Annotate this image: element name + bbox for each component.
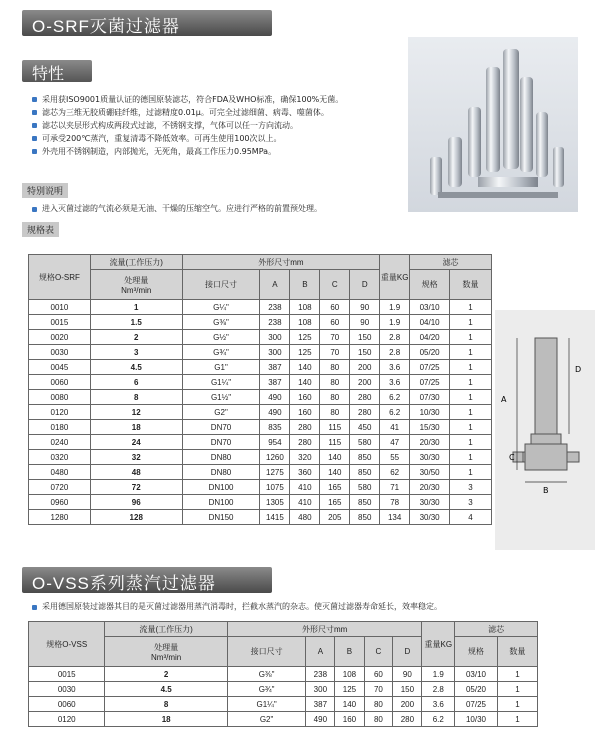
vss-title: O-VSS系列蒸汽过滤器 [32,574,216,593]
table-cell: 835 [260,420,290,435]
table-cell: 165 [320,480,350,495]
product-photo [408,37,578,212]
table-row [29,420,492,435]
table-cell: 60 [320,300,350,315]
table-cell: 0060 [29,697,105,712]
vss-spec-table [28,621,538,727]
table-cell: 360 [290,465,320,480]
table-cell: 3 [450,480,492,495]
col-weight: 重量KG [380,255,410,300]
col-model: 规格O-SRF [29,255,91,300]
table-cell: 47 [380,435,410,450]
col-dims: 外形尺寸mm [182,255,380,270]
col-a: A [260,270,290,300]
table-cell: 0030 [29,682,105,697]
table-cell: 200 [350,375,380,390]
bullet-icon [32,110,37,115]
diagram-label-a: A [501,395,507,404]
table-row [29,345,492,360]
table-cell: 71 [380,480,410,495]
table-cell: 78 [380,495,410,510]
table-cell: 90 [350,315,380,330]
table-cell: 3.6 [380,360,410,375]
table-cell: 108 [335,667,364,682]
table-cell: 0240 [29,435,91,450]
table-cell: 2.8 [422,682,455,697]
table-cell: DN150 [182,510,260,525]
table-cell: 125 [290,345,320,360]
table-cell: 280 [290,420,320,435]
table-cell: 387 [306,697,335,712]
table-cell: 1.9 [422,667,455,682]
table-cell: 07/25 [410,375,450,390]
table-cell: G½" [182,330,260,345]
table-cell: 205 [320,510,350,525]
table-cell: 490 [306,712,335,727]
table-row [29,315,492,330]
table-cell: G2" [182,405,260,420]
table-cell: 850 [350,450,380,465]
col-a: A [306,637,335,667]
table-cell: 115 [320,435,350,450]
table-cell: 0120 [29,712,105,727]
table-cell: 140 [335,697,364,712]
col-weight: 重量KG [422,622,455,667]
table-cell: 05/20 [455,682,498,697]
table-cell: 07/30 [410,390,450,405]
dimension-diagram [495,310,595,550]
table-cell: 160 [335,712,364,727]
feature-item: 可承受200℃蒸汽，重复清毒不降低效率。可再生使用100次以上。 [32,132,343,145]
table-cell: 850 [350,495,380,510]
table-cell: 4 [450,510,492,525]
table-cell: 1075 [260,480,290,495]
col-filter: 滤芯 [455,622,538,637]
features-list [32,93,343,158]
table-cell: 1 [450,420,492,435]
table-cell: 0010 [29,300,91,315]
table-cell: 128 [90,510,182,525]
table-row [29,405,492,420]
table-row [29,510,492,525]
table-cell: 134 [380,510,410,525]
table-cell: 387 [260,375,290,390]
col-flow: 流量(工作压力) [105,622,227,637]
table-cell: 280 [350,390,380,405]
table-row [29,712,538,727]
table-cell: 238 [260,315,290,330]
srf-title: O-SRF灭菌过滤器 [32,17,180,36]
col-spec: 规格 [410,270,450,300]
table-cell: 850 [350,465,380,480]
table-cell: 1 [497,712,537,727]
table-cell: 07/25 [410,360,450,375]
table-cell: 30/30 [410,450,450,465]
diagram-label-d: D [575,365,582,374]
table-cell: 30/30 [410,495,450,510]
table-cell: 0960 [29,495,91,510]
table-cell: 1 [450,390,492,405]
table-cell: 04/20 [410,330,450,345]
table-cell: 48 [90,465,182,480]
table-cell: 300 [306,682,335,697]
table-cell: 125 [335,682,364,697]
table-cell: 60 [320,315,350,330]
table-cell: 450 [350,420,380,435]
table-cell: G⅜" [182,315,260,330]
col-d: D [350,270,380,300]
table-cell: 238 [306,667,335,682]
special-heading: 特别说明 [22,183,68,198]
table-cell: 108 [290,315,320,330]
table-cell: 80 [364,712,393,727]
table-cell: G1" [182,360,260,375]
col-capacity: 处理量 Nm³/min [90,270,182,300]
table-cell: 160 [290,405,320,420]
table-cell: DN70 [182,420,260,435]
table-cell: 140 [290,375,320,390]
col-capacity: 处理量 Nm³/min [105,637,227,667]
table-cell: 2 [105,667,227,682]
table-row [29,435,492,450]
table-cell: 10/30 [455,712,498,727]
table-cell: 580 [350,480,380,495]
table-cell: 954 [260,435,290,450]
col-dims: 外形尺寸mm [227,622,422,637]
table-cell: 490 [260,405,290,420]
table-cell: 60 [364,667,393,682]
table-cell: 140 [320,465,350,480]
table-cell: G1¼" [227,697,305,712]
feature-item: 外壳用不锈钢制造，内部抛光，无死角，最高工作压力0.95MPa。 [32,145,343,158]
table-cell: 165 [320,495,350,510]
table-cell: 320 [290,450,320,465]
table-cell: 1 [497,667,537,682]
table-cell: 480 [290,510,320,525]
table-cell: DN100 [182,480,260,495]
table-cell: 18 [105,712,227,727]
col-port: 接口尺寸 [227,637,305,667]
table-cell: 1 [497,682,537,697]
table-cell: G¾" [182,345,260,360]
table-cell: 300 [260,345,290,360]
table-cell: 2.8 [380,345,410,360]
vss-title-bar [22,567,272,593]
table-cell: 3 [90,345,182,360]
col-spec: 规格 [455,637,498,667]
table-cell: 200 [350,360,380,375]
table-cell: 0320 [29,450,91,465]
table-cell: 1 [450,345,492,360]
table-cell: 05/20 [410,345,450,360]
table-cell: 0720 [29,480,91,495]
table-cell: 80 [364,697,393,712]
col-filter: 滤芯 [410,255,492,270]
table-cell: 280 [393,712,422,727]
table-cell: 1 [450,465,492,480]
table-cell: 80 [320,375,350,390]
table-cell: G1½" [182,390,260,405]
table-cell: 70 [320,345,350,360]
table-cell: 32 [90,450,182,465]
table-row [29,495,492,510]
table-cell: 140 [320,450,350,465]
col-b: B [335,637,364,667]
table-cell: 24 [90,435,182,450]
table-cell: 8 [105,697,227,712]
table-cell: DN100 [182,495,260,510]
table-cell: 03/10 [410,300,450,315]
table-row [29,667,538,682]
table-cell: 1 [497,697,537,712]
table-cell: 6.2 [422,712,455,727]
diagram-label-b: B [543,486,549,495]
table-cell: G1¼" [182,375,260,390]
table-cell: 108 [290,300,320,315]
table-cell: 0020 [29,330,91,345]
table-cell: 1 [450,450,492,465]
special-note: 进入灭菌过滤的气流必须是无油、干燥的压缩空气。应进行严格的前置预处理。 [32,203,322,214]
table-cell: 12 [90,405,182,420]
table-cell: 8 [90,390,182,405]
table-cell: 410 [290,495,320,510]
table-cell: 30/30 [410,510,450,525]
table-row [29,450,492,465]
table-cell: 2.8 [380,330,410,345]
table-cell: G¼" [182,300,260,315]
table-cell: 115 [320,420,350,435]
filter-housings-illustration [408,37,578,212]
srf-title-bar [22,10,272,36]
table-cell: 0045 [29,360,91,375]
table-row [29,360,492,375]
col-c: C [320,270,350,300]
table-cell: 1.9 [380,315,410,330]
table-cell: 1 [450,315,492,330]
table-cell: 80 [320,360,350,375]
col-qty: 数量 [497,637,537,667]
table-cell: 150 [393,682,422,697]
table-cell: 850 [350,510,380,525]
col-port: 接口尺寸 [182,270,260,300]
table-cell: 0120 [29,405,91,420]
table-cell: 0015 [29,315,91,330]
feature-item: 滤芯为三维无胶质硼硅纤维，过滤精度0.01μ。可完全过滤细菌、病毒、噬菌体。 [32,106,343,119]
diagram-label-c: C [509,453,515,462]
table-cell: 490 [260,390,290,405]
table-cell: 1 [450,405,492,420]
bullet-icon [32,605,37,610]
table-row [29,375,492,390]
table-row [29,465,492,480]
table-cell: 280 [290,435,320,450]
table-cell: 70 [364,682,393,697]
table-cell: 1 [90,300,182,315]
table-cell: 90 [350,300,380,315]
table-cell: 20/30 [410,480,450,495]
table-row [29,330,492,345]
table-cell: 4.5 [105,682,227,697]
table-cell: 150 [350,330,380,345]
table-cell: 300 [260,330,290,345]
table-cell: 4.5 [90,360,182,375]
table-row [29,300,492,315]
table-cell: DN80 [182,465,260,480]
table-cell: 70 [320,330,350,345]
table-cell: 125 [290,330,320,345]
table-cell: 0480 [29,465,91,480]
table-cell: 1 [450,330,492,345]
table-cell: 410 [290,480,320,495]
spec-heading: 规格表 [22,222,59,237]
table-cell: 2 [90,330,182,345]
col-d: D [393,637,422,667]
table-cell: 0180 [29,420,91,435]
table-cell: 140 [290,360,320,375]
table-cell: 0080 [29,390,91,405]
table-cell: 96 [90,495,182,510]
vss-note: 采用德国原装过滤器其目的是灭菌过滤器用蒸汽消毒时，拦截水蒸汽的杂志。使灭菌过滤器寿命延长，效率稳定。 [32,601,442,612]
table-cell: 72 [90,480,182,495]
table-cell: 80 [320,405,350,420]
table-cell: 1275 [260,465,290,480]
table-cell: 20/30 [410,435,450,450]
col-b: B [290,270,320,300]
table-cell: 1415 [260,510,290,525]
table-cell: 580 [350,435,380,450]
table-cell: 0030 [29,345,91,360]
table-cell: G¾" [227,682,305,697]
table-cell: 10/30 [410,405,450,420]
srf-spec-table [28,254,492,525]
table-cell: 200 [393,697,422,712]
table-cell: 6.2 [380,390,410,405]
table-cell: 1.5 [90,315,182,330]
col-model: 规格O-VSS [29,622,105,667]
features-heading [22,60,92,82]
table-cell: 1 [450,360,492,375]
bullet-icon [32,136,37,141]
bullet-icon [32,123,37,128]
table-cell: 280 [350,405,380,420]
table-cell: 1 [450,435,492,450]
table-cell: 160 [290,390,320,405]
table-cell: DN70 [182,435,260,450]
table-cell: G2" [227,712,305,727]
table-row [29,682,538,697]
table-cell: 15/30 [410,420,450,435]
table-cell: 3.6 [422,697,455,712]
col-c: C [364,637,393,667]
features-heading-text: 特性 [32,66,65,83]
bullet-icon [32,149,37,154]
table-cell: 1.9 [380,300,410,315]
feature-item: 采用获ISO9001质量认证的德国原装滤芯，符合FDA及WHO标准，确保100%无菌。 [32,93,343,106]
table-cell: 6 [90,375,182,390]
table-cell: DN80 [182,450,260,465]
table-row [29,480,492,495]
table-cell: 238 [260,300,290,315]
table-cell: 30/50 [410,465,450,480]
table-cell: 150 [350,345,380,360]
table-cell: G⅜" [227,667,305,682]
table-cell: 55 [380,450,410,465]
table-cell: 04/10 [410,315,450,330]
table-cell: 1260 [260,450,290,465]
table-cell: 07/25 [455,697,498,712]
table-cell: 0015 [29,667,105,682]
table-row [29,697,538,712]
table-cell: 387 [260,360,290,375]
bullet-icon [32,207,37,212]
table-cell: 41 [380,420,410,435]
table-cell: 80 [320,390,350,405]
table-cell: 1280 [29,510,91,525]
bullet-icon [32,97,37,102]
table-cell: 1 [450,300,492,315]
table-cell: 18 [90,420,182,435]
table-cell: 03/10 [455,667,498,682]
table-cell: 62 [380,465,410,480]
table-cell: 0060 [29,375,91,390]
col-flow: 流量(工作压力) [90,255,182,270]
col-qty: 数量 [450,270,492,300]
table-cell: 1305 [260,495,290,510]
feature-item: 滤芯以夹层形式构成两段式过滤，不锈钢支撑，气体可以任一方向流动。 [32,119,343,132]
table-cell: 90 [393,667,422,682]
table-cell: 3 [450,495,492,510]
table-cell: 6.2 [380,405,410,420]
table-cell: 1 [450,375,492,390]
table-cell: 3.6 [380,375,410,390]
table-row [29,390,492,405]
